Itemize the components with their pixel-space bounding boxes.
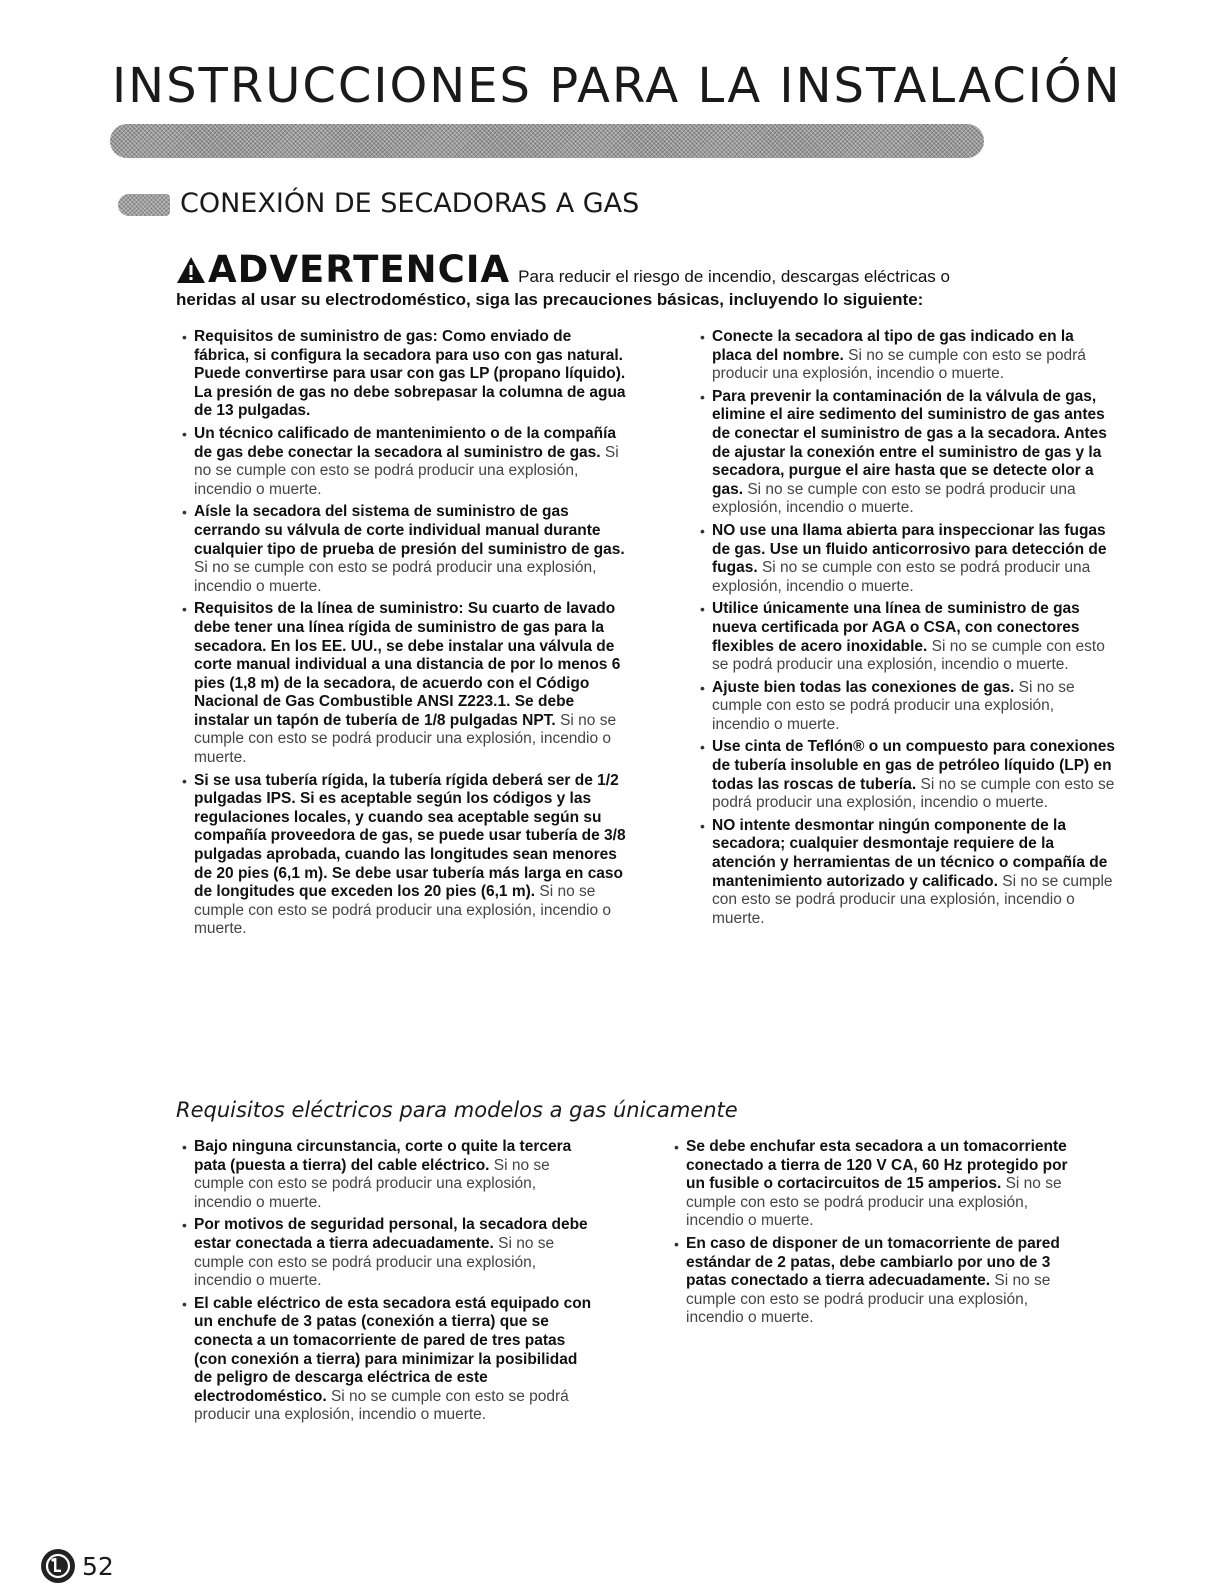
elec-left-item bbox=[178, 1216, 598, 1290]
item-bold-text: Use cinta de Teflón® o un compuesto para conexiones de tubería insoluble en gas de petróleo líquido (LP) en todas las roscas de tubería. bbox=[712, 738, 1116, 793]
elec-right-column bbox=[670, 1138, 1070, 1332]
item-bold-text: El cable eléctrico de esta secadora está equipado con un enchufe de 3 patas (conexión a tierra) que se conecta a un tomacorriente de pared de tres patas (con conexión a tierra) para minimizar la posibilidad de peligro de descarga eléctrica de este electrodoméstico. bbox=[194, 1294, 592, 1405]
item-bold-text: Se debe enchufar esta secadora a un tomacorriente conectado a tierra de 120 V CA, 60 Hz protegido por un fusible o cortacircuitos de 15 amperios. bbox=[686, 1138, 1068, 1193]
item-consequence-text: Si no se cumple con esto se podrá producir una explosión, incendio o muerte. bbox=[194, 1387, 569, 1424]
warning-text-line1: Para reducir el riesgo de incendio, descargas eléctricas o bbox=[518, 267, 950, 286]
item-bold-text: Un técnico calificado de mantenimiento o de la compañía de gas debe conectar la secadora al suministro de gas. bbox=[194, 424, 617, 461]
elec-left-item bbox=[178, 1295, 598, 1425]
item-bold-text: Utilice únicamente una línea de suministro de gas nueva certificada por AGA o CSA, con conectores flexibles de acero inoxidable. bbox=[712, 600, 1080, 655]
item-bold-text: Conecte la secadora al tipo de gas indicado en la placa del nombre. bbox=[712, 328, 1074, 364]
warning-block bbox=[176, 250, 1106, 310]
title-decorative-bar bbox=[110, 124, 984, 158]
gas-right-item bbox=[696, 328, 1116, 384]
item-consequence-text: Si no se cumple con esto se podrá producir una explosión, incendio o muerte. bbox=[194, 1234, 555, 1290]
page-title: INSTRUCCIONES PARA LA INSTALACIÓN bbox=[112, 58, 1122, 114]
warning-word: ADVERTENCIA bbox=[208, 248, 511, 291]
item-consequence-text: Si no se cumple con esto se podrá producir una explosión, incendio o muerte. bbox=[712, 480, 1076, 517]
item-bold-text: Por motivos de seguridad personal, la secadora debe estar conectada a tierra adecuadamente. bbox=[194, 1216, 588, 1252]
warning-text-line2 bbox=[176, 290, 1106, 310]
gas-left-column bbox=[178, 328, 628, 943]
gas-left-item bbox=[178, 328, 628, 421]
item-bold-text: Bajo ninguna circunstancia, corte o quite la tercera pata (puesta a tierra) del cable eléctrico. bbox=[194, 1138, 572, 1174]
gas-right-column bbox=[696, 328, 1116, 932]
elec-left-list bbox=[178, 1138, 598, 1425]
gas-right-item bbox=[696, 522, 1116, 596]
item-consequence-text: Si no se cumple con esto se podrá producir una explosión, incendio o muerte. bbox=[712, 559, 1091, 595]
item-bold-text: NO use una llama abierta para inspeccionar las fugas de gas. Use un fluido anticorrosivo para detección de fugas. bbox=[712, 521, 1107, 577]
item-consequence-text: Si no se cumple con esto se podrá producir una explosión, incendio o muerte. bbox=[686, 1272, 1051, 1327]
gas-right-item bbox=[696, 738, 1116, 812]
gas-right-item bbox=[696, 817, 1116, 929]
item-bold-text: Requisitos de la línea de suministro: Su cuarto de lavado debe tener una línea rígida de suministro de gas para la secadora. En los EE. UU., se debe instalar una válvula de corte manual individual a una distancia de por lo menos 6 pies (1,8 m) de la secadora, de acuerdo con el Código Nacional de Gas Combustible ANSI Z223.1. Se debe instalar un tapón de tubería de 1/8 pulgadas NPT. bbox=[194, 600, 621, 729]
item-consequence-text: Si no se cumple con esto se podrá producir una explosión, incendio o muerte. bbox=[194, 1156, 550, 1211]
warning-text-line2-bold: heridas al usar su electrodoméstico, siga las precauciones básicas, incluyendo lo siguiente: bbox=[176, 290, 924, 309]
item-consequence-text: Si no se cumple con esto se podrá producir una explosión, incendio o muerte. bbox=[194, 559, 597, 595]
gas-right-item bbox=[696, 600, 1116, 674]
gas-right-list bbox=[696, 328, 1116, 928]
gas-left-item bbox=[178, 503, 628, 596]
warning-title bbox=[176, 250, 510, 290]
gas-left-item bbox=[178, 600, 628, 767]
item-consequence-text: Si no se cumple con esto se podrá producir una explosión, incendio o muerte. bbox=[194, 443, 619, 498]
elec-left-column bbox=[178, 1138, 598, 1429]
section-heading: CONEXIÓN DE SECADORAS A GAS bbox=[180, 188, 640, 219]
item-bold-text: Para prevenir la contaminación de la válvula de gas, elimine el aire sedimento del suministro de gas antes de conectar el suministro de gas a la secadora. Antes de ajustar la conexión entre el suministro de gas y la secadora, purgue el aire hasta que se detecte olor a gas. bbox=[712, 387, 1107, 498]
item-consequence-text: Si no se cumple con esto se podrá producir una explosión, incendio o muerte. bbox=[194, 711, 617, 767]
item-consequence-text: Si no se cumple con esto se podrá producir una explosión, incendio o muerte. bbox=[712, 872, 1113, 927]
item-consequence-text: Si no se cumple con esto se podrá producir una explosión, incendio o muerte. bbox=[194, 883, 612, 938]
item-consequence-text: Si no se cumple con esto se podrá producir una explosión, incendio o muerte. bbox=[712, 775, 1115, 812]
gas-left-list bbox=[178, 328, 628, 939]
elec-right-item bbox=[670, 1138, 1070, 1231]
item-consequence-text: Si no se cumple con esto se podrá producir una explosión, incendio o muerte. bbox=[686, 1175, 1062, 1230]
gas-left-item bbox=[178, 772, 628, 939]
item-bold-text: Aísle la secadora del sistema de suministro de gas cerrando su válvula de corte individual manual durante cualquier tipo de prueba de presión del suministro de gas. bbox=[194, 503, 625, 558]
gas-right-item bbox=[696, 388, 1116, 518]
page-footer bbox=[40, 1548, 114, 1584]
item-bold-text: Ajuste bien todas las conexiones de gas. bbox=[712, 678, 1015, 696]
electric-subheading: Requisitos eléctricos para modelos a gas únicamente bbox=[176, 1098, 738, 1122]
item-bold-text: Si se usa tubería rígida, la tubería rígida deberá ser de 1/2 pulgadas IPS. Si es aceptable según los códigos y las regulaciones locales, y cuando sea aceptable según su compañía proveedora de gas, se puede usar tubería de 3/8 pulgadas aprobada, cuando las longitudes sean menores de 20 pies (6,1 m). Se debe usar tubería más larga en caso de longitudes que exceden los 20 pies (6,1 m). bbox=[194, 771, 626, 901]
item-consequence-text: Si no se cumple con esto se podrá producir una explosión, incendio o muerte. bbox=[712, 346, 1086, 383]
gas-left-item bbox=[178, 425, 628, 499]
item-bold-text: Requisitos de suministro de gas: Como enviado de fábrica, si configura la secadora para uso con gas natural. Puede convertirse para usar con gas LP (propano líquido). La presión de gas no debe sobrepasar la columna de agua de 13 pulgadas. bbox=[194, 328, 626, 420]
item-consequence-text: Si no se cumple con esto se podrá producir una explosión, incendio o muerte. bbox=[712, 637, 1105, 674]
page-number: 52 bbox=[82, 1551, 114, 1581]
lg-logo-icon bbox=[40, 1548, 76, 1584]
item-bold-text: NO intente desmontar ningún componente de la secadora; cualquier desmontaje requiere de la atención y herramientas de un técnico o compañía de mantenimiento autorizado y calificado. bbox=[712, 816, 1108, 890]
warning-triangle-icon bbox=[176, 256, 206, 284]
item-consequence-text: Si no se cumple con esto se podrá producir una explosión, incendio o muerte. bbox=[712, 678, 1075, 733]
warning-first-line bbox=[176, 250, 1106, 290]
elec-right-item bbox=[670, 1235, 1070, 1328]
elec-right-list bbox=[670, 1138, 1070, 1328]
section-marker-icon bbox=[118, 194, 170, 216]
item-bold-text: En caso de disponer de un tomacorriente de pared estándar de 2 patas, debe cambiarlo por uno de 3 patas conectado a tierra adecuadamente. bbox=[686, 1234, 1060, 1290]
elec-left-item bbox=[178, 1138, 598, 1212]
gas-right-item bbox=[696, 679, 1116, 735]
